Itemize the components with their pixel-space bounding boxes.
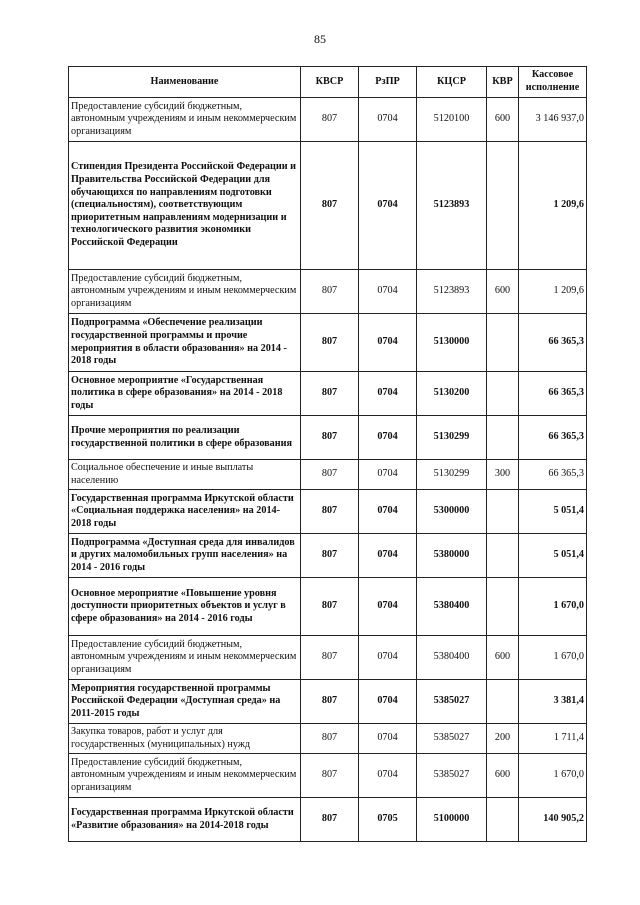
row-amount: 1 670,0 bbox=[519, 754, 587, 798]
row-kvsr: 807 bbox=[301, 270, 359, 314]
row-kvsr: 807 bbox=[301, 490, 359, 534]
row-rzpr: 0704 bbox=[359, 416, 417, 460]
row-kvsr: 807 bbox=[301, 372, 359, 416]
row-kvr: 600 bbox=[487, 98, 519, 142]
row-kvr: 200 bbox=[487, 724, 519, 754]
row-rzpr: 0704 bbox=[359, 754, 417, 798]
row-kvr bbox=[487, 314, 519, 372]
row-amount: 3 146 937,0 bbox=[519, 98, 587, 142]
row-name: Закупка товаров, работ и услуг для государственных (муниципальных) нужд bbox=[69, 724, 301, 754]
row-rzpr: 0704 bbox=[359, 98, 417, 142]
row-name: Государственная программа Иркутской области «Социальная поддержка населения» на 2014-2018 годы bbox=[69, 490, 301, 534]
row-amount: 1 670,0 bbox=[519, 636, 587, 680]
row-amount: 5 051,4 bbox=[519, 534, 587, 578]
row-kcsr: 5300000 bbox=[417, 490, 487, 534]
row-kcsr: 5130299 bbox=[417, 460, 487, 490]
row-rzpr: 0704 bbox=[359, 578, 417, 636]
row-amount: 1 209,6 bbox=[519, 270, 587, 314]
row-kcsr: 5385027 bbox=[417, 754, 487, 798]
row-kvr: 300 bbox=[487, 460, 519, 490]
row-name: Подпрограмма «Доступная среда для инвалидов и других маломобильных групп населения» на 2014 - 2016 годы bbox=[69, 534, 301, 578]
row-kvr bbox=[487, 416, 519, 460]
row-kcsr: 5130299 bbox=[417, 416, 487, 460]
row-name: Основное мероприятие «Повышение уровня доступности приоритетных объектов и услуг в сфере образования» на 2014 - 2016 годы bbox=[69, 578, 301, 636]
row-kvsr: 807 bbox=[301, 798, 359, 842]
row-kvsr: 807 bbox=[301, 754, 359, 798]
budget-table bbox=[68, 66, 587, 842]
table-row bbox=[69, 534, 587, 578]
table-row bbox=[69, 416, 587, 460]
table-row bbox=[69, 636, 587, 680]
row-rzpr: 0704 bbox=[359, 372, 417, 416]
row-name: Предоставление субсидий бюджетным, автономным учреждениям и иным некоммерческим организациям bbox=[69, 98, 301, 142]
row-kvr: 600 bbox=[487, 270, 519, 314]
row-kvsr: 807 bbox=[301, 534, 359, 578]
row-name: Прочие мероприятия по реализации государственной политики в сфере образования bbox=[69, 416, 301, 460]
row-name: Предоставление субсидий бюджетным, автономным учреждениям и иным некоммерческим организациям bbox=[69, 754, 301, 798]
row-kcsr: 5120100 bbox=[417, 98, 487, 142]
row-kvsr: 807 bbox=[301, 416, 359, 460]
row-kcsr: 5130200 bbox=[417, 372, 487, 416]
row-amount: 66 365,3 bbox=[519, 460, 587, 490]
row-kvr bbox=[487, 798, 519, 842]
row-amount: 3 381,4 bbox=[519, 680, 587, 724]
row-kvsr: 807 bbox=[301, 142, 359, 270]
row-kvr bbox=[487, 490, 519, 534]
row-name: Государственная программа Иркутской области «Развитие образования» на 2014-2018 годы bbox=[69, 798, 301, 842]
page-number: 85 bbox=[314, 32, 326, 46]
row-kvsr: 807 bbox=[301, 578, 359, 636]
row-kvr bbox=[487, 680, 519, 724]
row-kvsr: 807 bbox=[301, 314, 359, 372]
table-row bbox=[69, 680, 587, 724]
row-rzpr: 0704 bbox=[359, 680, 417, 724]
header-rzpr: РзПР bbox=[359, 67, 417, 98]
table-row bbox=[69, 798, 587, 842]
table-row bbox=[69, 142, 587, 270]
row-rzpr: 0704 bbox=[359, 724, 417, 754]
row-rzpr: 0704 bbox=[359, 460, 417, 490]
row-amount: 66 365,3 bbox=[519, 314, 587, 372]
row-amount: 66 365,3 bbox=[519, 416, 587, 460]
table-row bbox=[69, 460, 587, 490]
row-kcsr: 5385027 bbox=[417, 680, 487, 724]
row-name: Основное мероприятие «Государственная политика в сфере образования» на 2014 - 2018 годы bbox=[69, 372, 301, 416]
table-row bbox=[69, 490, 587, 534]
row-name: Предоставление субсидий бюджетным, автономным учреждениям и иным некоммерческим организациям bbox=[69, 636, 301, 680]
table-row bbox=[69, 270, 587, 314]
row-name: Подпрограмма «Обеспечение реализации государственной программы и прочие мероприятия в области образования» на 2014 - 2018 годы bbox=[69, 314, 301, 372]
table-header-row bbox=[69, 67, 587, 98]
table-row bbox=[69, 578, 587, 636]
header-name: Наименование bbox=[69, 67, 301, 98]
row-kvsr: 807 bbox=[301, 636, 359, 680]
table-row bbox=[69, 754, 587, 798]
row-kvsr: 807 bbox=[301, 724, 359, 754]
header-kvr: КВР bbox=[487, 67, 519, 98]
row-rzpr: 0704 bbox=[359, 636, 417, 680]
row-kcsr: 5380000 bbox=[417, 534, 487, 578]
row-name: Предоставление субсидий бюджетным, автономным учреждениям и иным некоммерческим организациям bbox=[69, 270, 301, 314]
row-kcsr: 5385027 bbox=[417, 724, 487, 754]
row-rzpr: 0704 bbox=[359, 142, 417, 270]
table-row bbox=[69, 724, 587, 754]
row-rzpr: 0704 bbox=[359, 534, 417, 578]
row-kvsr: 807 bbox=[301, 98, 359, 142]
header-kvsr: КВСР bbox=[301, 67, 359, 98]
row-kvr bbox=[487, 372, 519, 416]
row-kcsr: 5130000 bbox=[417, 314, 487, 372]
row-name: Мероприятия государственной программы Российской Федерации «Доступная среда» на 2011-2015 годы bbox=[69, 680, 301, 724]
row-kvsr: 807 bbox=[301, 680, 359, 724]
row-rzpr: 0704 bbox=[359, 314, 417, 372]
row-kvr bbox=[487, 142, 519, 270]
header-amount: Кассовое исполнение bbox=[519, 67, 587, 98]
row-kcsr: 5100000 bbox=[417, 798, 487, 842]
row-amount: 5 051,4 bbox=[519, 490, 587, 534]
table-row bbox=[69, 314, 587, 372]
row-kcsr: 5123893 bbox=[417, 270, 487, 314]
row-rzpr: 0705 bbox=[359, 798, 417, 842]
row-name: Социальное обеспечение и иные выплаты населению bbox=[69, 460, 301, 490]
row-kcsr: 5380400 bbox=[417, 636, 487, 680]
row-amount: 1 209,6 bbox=[519, 142, 587, 270]
row-name: Стипендия Президента Российской Федерации и Правительства Российской Федерации для обучающихся по направлениям подготовки (специальностям), соответствующим приоритетным направлениям модернизации и технологического развития экономики Российской Федерации bbox=[69, 142, 301, 270]
row-kcsr: 5380400 bbox=[417, 578, 487, 636]
row-amount: 1 711,4 bbox=[519, 724, 587, 754]
row-kvsr: 807 bbox=[301, 460, 359, 490]
row-rzpr: 0704 bbox=[359, 490, 417, 534]
row-amount: 66 365,3 bbox=[519, 372, 587, 416]
row-kvr bbox=[487, 534, 519, 578]
table-row bbox=[69, 98, 587, 142]
row-kcsr: 5123893 bbox=[417, 142, 487, 270]
table-row bbox=[69, 372, 587, 416]
row-kvr bbox=[487, 578, 519, 636]
row-amount: 1 670,0 bbox=[519, 578, 587, 636]
header-kcsr: КЦСР bbox=[417, 67, 487, 98]
row-kvr: 600 bbox=[487, 754, 519, 798]
row-amount: 140 905,2 bbox=[519, 798, 587, 842]
row-rzpr: 0704 bbox=[359, 270, 417, 314]
row-kvr: 600 bbox=[487, 636, 519, 680]
